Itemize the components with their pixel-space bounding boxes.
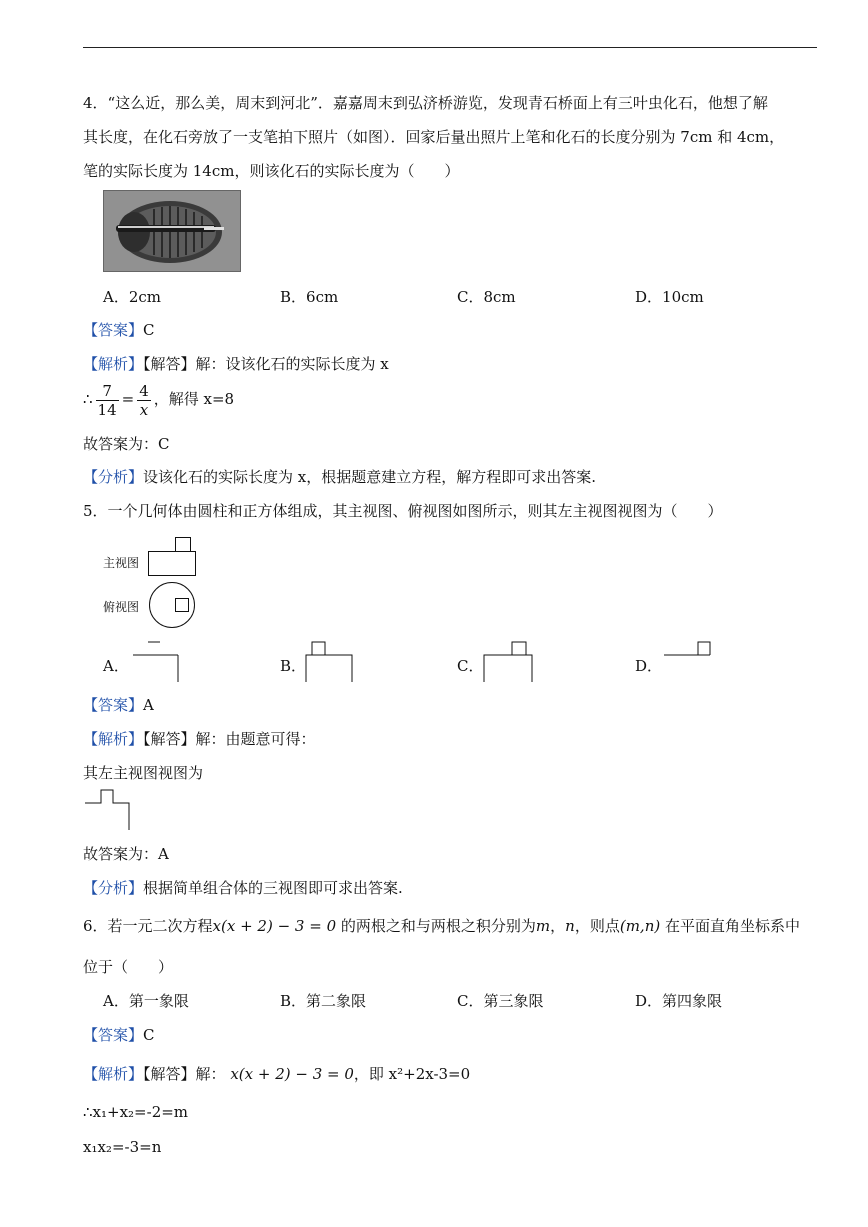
answer-tag: 【答案】: [83, 696, 144, 714]
q4-fenxi: [83, 466, 596, 487]
fenxi-tag: 【分析】: [83, 879, 144, 897]
q4-equation: [83, 380, 234, 419]
jiexi-tag: 【解析】: [83, 730, 144, 748]
q6-stem-line2: 位于（ ）: [83, 958, 174, 976]
var-m: m: [535, 917, 551, 935]
q5-option-c: C．: [457, 657, 484, 675]
top-view-label: 俯视图: [103, 600, 140, 614]
q5-option-b: B．: [280, 657, 307, 675]
jiexi-text: 【解答】解：: [143, 1065, 226, 1083]
front-view-cylinder-outline: [148, 551, 196, 576]
equals-sign: =: [121, 390, 135, 408]
q6-option-b: B．第二象限: [280, 992, 367, 1010]
stem-part: 的两根之和与两根之积分别为: [340, 917, 536, 935]
q5-jiexi: [83, 728, 316, 749]
frac-denominator: x: [139, 400, 149, 419]
jiexi-tag: 【解析】: [83, 355, 144, 373]
fraction-4-x: [137, 382, 151, 419]
q4-option-a: A．2cm: [103, 288, 162, 306]
q5-left-view-line: 其左主视图视图为: [83, 764, 204, 782]
fenxi-text: 设该化石的实际长度为 x，根据题意建立方程，解方程即可求出答案.: [143, 468, 597, 486]
answer-value: C: [143, 321, 155, 339]
q6-option-c: C．第三象限: [457, 992, 544, 1010]
frac-numerator: 4: [139, 381, 149, 400]
q5-option-a-figure: [128, 638, 184, 684]
answer-tag: 【答案】: [83, 1026, 144, 1044]
q6-option-a: A．第一象限: [103, 992, 189, 1010]
q5-option-b-figure: [302, 638, 358, 684]
answer-tag: 【答案】: [83, 321, 144, 339]
fenxi-text: 根据简单组合体的三视图即可求出答案.: [143, 879, 403, 897]
q5-answer: [83, 694, 154, 715]
q4-stem-line1: 4．“这么近，那么美，周末到河北”．嘉嘉周末到弘济桥游览，发现青石桥面上有三叶虫化石，他想了解: [83, 94, 768, 112]
jiexi-rest: ，即 x²+2x-3=0: [353, 1065, 471, 1083]
q5-option-a: A．: [103, 657, 129, 675]
q6-answer: [83, 1024, 155, 1045]
trilobite-fossil-image: [104, 191, 240, 271]
jiexi-equation: x(x + 2) − 3 = 0: [230, 1065, 354, 1083]
q5-conclusion: 故答案为：A: [83, 845, 169, 863]
stem-part: 6．若一元二次方程: [83, 917, 213, 935]
jiexi-text: 【解答】解：由题意可得：: [143, 730, 316, 748]
q6-sum-line: ∴x₁+x₂=-2=m: [83, 1103, 189, 1121]
fenxi-tag: 【分析】: [83, 468, 144, 486]
q5-option-d: D．: [635, 657, 663, 675]
answer-value: A: [143, 696, 154, 714]
q4-option-c: C．8cm: [457, 288, 516, 306]
solve-text: ，解得 x=8: [153, 390, 235, 408]
q4-jiexi: [83, 353, 389, 374]
stem-part: ，则点: [574, 917, 620, 935]
comma: ，: [550, 917, 566, 935]
equation: x(x + 2) − 3 = 0: [212, 917, 337, 935]
point-mn: (m,n): [619, 917, 661, 935]
q4-answer: [83, 319, 155, 340]
q6-product-line: x₁x₂=-3=n: [83, 1138, 162, 1156]
front-view-label: 主视图: [103, 556, 140, 570]
q6-option-d: D．第四象限: [635, 992, 723, 1010]
q6-stem-line1: [83, 915, 800, 936]
top-view-square: [175, 598, 189, 612]
q4-conclusion: 故答案为：C: [83, 435, 170, 453]
frac-numerator: 7: [96, 382, 119, 401]
q5-stem-line1: 5．一个几何体由圆柱和正方体组成，其主视图、俯视图如图所示，则其左主视图视图为（ ）: [83, 502, 723, 520]
front-view-cube-outline: [175, 537, 191, 552]
therefore-symbol: ∴: [83, 390, 93, 408]
fraction-7-14: [96, 382, 119, 419]
q4-stem-line3: 笔的实际长度为 14cm，则该化石的实际长度为（ ）: [83, 162, 460, 180]
q6-jiexi: [83, 1063, 470, 1084]
var-n: n: [565, 917, 575, 935]
q5-fenxi: [83, 877, 403, 898]
q4-stem-line2: 其长度，在化石旁放了一支笔拍下照片（如图）．回家后量出照片上笔和化石的长度分别为 7cm 和 4cm，: [83, 128, 785, 146]
trilobite-photo: [103, 190, 241, 272]
q4-option-b: B．6cm: [280, 288, 339, 306]
q5-option-c-figure: [480, 638, 536, 684]
stem-part: 在平面直角坐标系中: [665, 917, 801, 935]
answer-value: C: [143, 1026, 155, 1044]
q5-solution-figure: [83, 786, 139, 832]
frac-denominator: 14: [97, 400, 117, 419]
q5-option-d-figure: [660, 638, 716, 684]
q4-option-d: D．10cm: [635, 288, 704, 306]
jiexi-tag: 【解析】: [83, 1065, 144, 1083]
header-rule: [83, 47, 817, 48]
jiexi-text: 【解答】解：设该化石的实际长度为 x: [143, 355, 389, 373]
